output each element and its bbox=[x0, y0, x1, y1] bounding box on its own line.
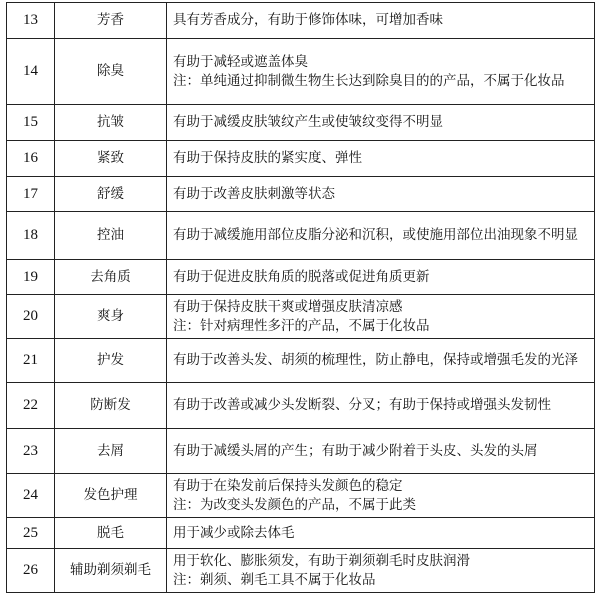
table-row bbox=[7, 474, 595, 518]
table-row bbox=[7, 383, 595, 429]
table-row bbox=[7, 549, 595, 593]
row-number: 14 bbox=[7, 39, 55, 105]
row-number: 23 bbox=[7, 429, 55, 474]
description-note: 注：为改变头发颜色的产品，不属于此类 bbox=[173, 496, 416, 513]
description-line: 有助于改善头发、胡须的梳理性，防止静电，保持或增强毛发的光泽 bbox=[173, 352, 578, 368]
efficacy-description bbox=[167, 3, 595, 39]
table-row bbox=[7, 177, 595, 212]
description-line: 有助于改善皮肤刺激等状态 bbox=[173, 185, 335, 202]
row-number: 20 bbox=[7, 295, 55, 339]
table-body bbox=[7, 3, 595, 593]
efficacy-description bbox=[167, 549, 595, 593]
table-row bbox=[7, 339, 595, 383]
efficacy-name: 辅助剃须剃毛 bbox=[55, 549, 167, 593]
row-number: 16 bbox=[7, 141, 55, 177]
efficacy-table bbox=[6, 2, 595, 593]
table-row bbox=[7, 105, 595, 141]
description-line: 有助于促进皮肤角质的脱落或促进角质更新 bbox=[173, 268, 430, 285]
description-line: 有助于减轻或遮盖体臭 bbox=[173, 53, 308, 70]
table-row bbox=[7, 295, 595, 339]
efficacy-table-container bbox=[6, 2, 594, 593]
row-number: 15 bbox=[7, 105, 55, 141]
table-row bbox=[7, 3, 595, 39]
description-line: 用于减少或除去体毛 bbox=[173, 524, 295, 541]
row-number: 17 bbox=[7, 177, 55, 212]
table-row bbox=[7, 212, 595, 260]
description-line: 用于软化、膨胀须发，有助于剃须剃毛时皮肤润滑 bbox=[173, 552, 470, 569]
description-note: 注：针对病理性多汗的产品，不属于化妆品 bbox=[173, 317, 430, 334]
description-line: 有助于减缓头屑的产生；有助于减少附着于头皮、头发的头屑 bbox=[173, 442, 538, 459]
table-row bbox=[7, 260, 595, 295]
efficacy-description bbox=[167, 474, 595, 518]
efficacy-name: 抗皱 bbox=[55, 105, 167, 141]
row-number: 22 bbox=[7, 383, 55, 429]
efficacy-name: 去角质 bbox=[55, 260, 167, 295]
description-note: 注：剃须、剃毛工具不属于化妆品 bbox=[173, 571, 376, 588]
efficacy-name: 舒缓 bbox=[55, 177, 167, 212]
table-row bbox=[7, 518, 595, 549]
row-number: 19 bbox=[7, 260, 55, 295]
table-row bbox=[7, 141, 595, 177]
efficacy-description bbox=[167, 39, 595, 105]
efficacy-description bbox=[167, 105, 595, 141]
row-number: 21 bbox=[7, 339, 55, 383]
row-number: 24 bbox=[7, 474, 55, 518]
table-row bbox=[7, 39, 595, 105]
efficacy-description bbox=[167, 141, 595, 177]
row-number: 26 bbox=[7, 549, 55, 593]
table-row bbox=[7, 429, 595, 474]
description-line: 有助于减缓施用部位皮脂分泌和沉积，或使施用部位出油现象不明显 bbox=[173, 227, 578, 243]
efficacy-name: 去屑 bbox=[55, 429, 167, 474]
efficacy-description bbox=[167, 339, 595, 383]
efficacy-description bbox=[167, 429, 595, 474]
efficacy-name: 爽身 bbox=[55, 295, 167, 339]
efficacy-description bbox=[167, 295, 595, 339]
row-number: 13 bbox=[7, 3, 55, 39]
efficacy-description bbox=[167, 383, 595, 429]
description-line: 有助于在染发前后保持头发颜色的稳定 bbox=[173, 477, 403, 494]
description-line: 有助于减缓皮肤皱纹产生或使皱纹变得不明显 bbox=[173, 114, 443, 130]
efficacy-name: 芳香 bbox=[55, 3, 167, 39]
efficacy-description bbox=[167, 212, 595, 260]
efficacy-name: 防断发 bbox=[55, 383, 167, 429]
description-line: 有助于改善或减少头发断裂、分叉；有助于保持或增强头发韧性 bbox=[173, 397, 551, 413]
row-number: 25 bbox=[7, 518, 55, 549]
row-number: 18 bbox=[7, 212, 55, 260]
efficacy-name: 发色护理 bbox=[55, 474, 167, 518]
efficacy-name: 除臭 bbox=[55, 39, 167, 105]
description-line: 有助于保持皮肤干爽或增强皮肤清凉感 bbox=[173, 298, 403, 315]
efficacy-description bbox=[167, 177, 595, 212]
description-note: 注：单纯通过抑制微生物生长达到除臭目的的产品，不属于化妆品 bbox=[173, 72, 565, 89]
efficacy-description bbox=[167, 260, 595, 295]
efficacy-description bbox=[167, 518, 595, 549]
efficacy-name: 护发 bbox=[55, 339, 167, 383]
efficacy-name: 紧致 bbox=[55, 141, 167, 177]
efficacy-name: 控油 bbox=[55, 212, 167, 260]
description-line: 具有芳香成分，有助于修饰体味，可增加香味 bbox=[173, 12, 443, 28]
description-line: 有助于保持皮肤的紧实度、弹性 bbox=[173, 150, 362, 166]
efficacy-name: 脱毛 bbox=[55, 518, 167, 549]
